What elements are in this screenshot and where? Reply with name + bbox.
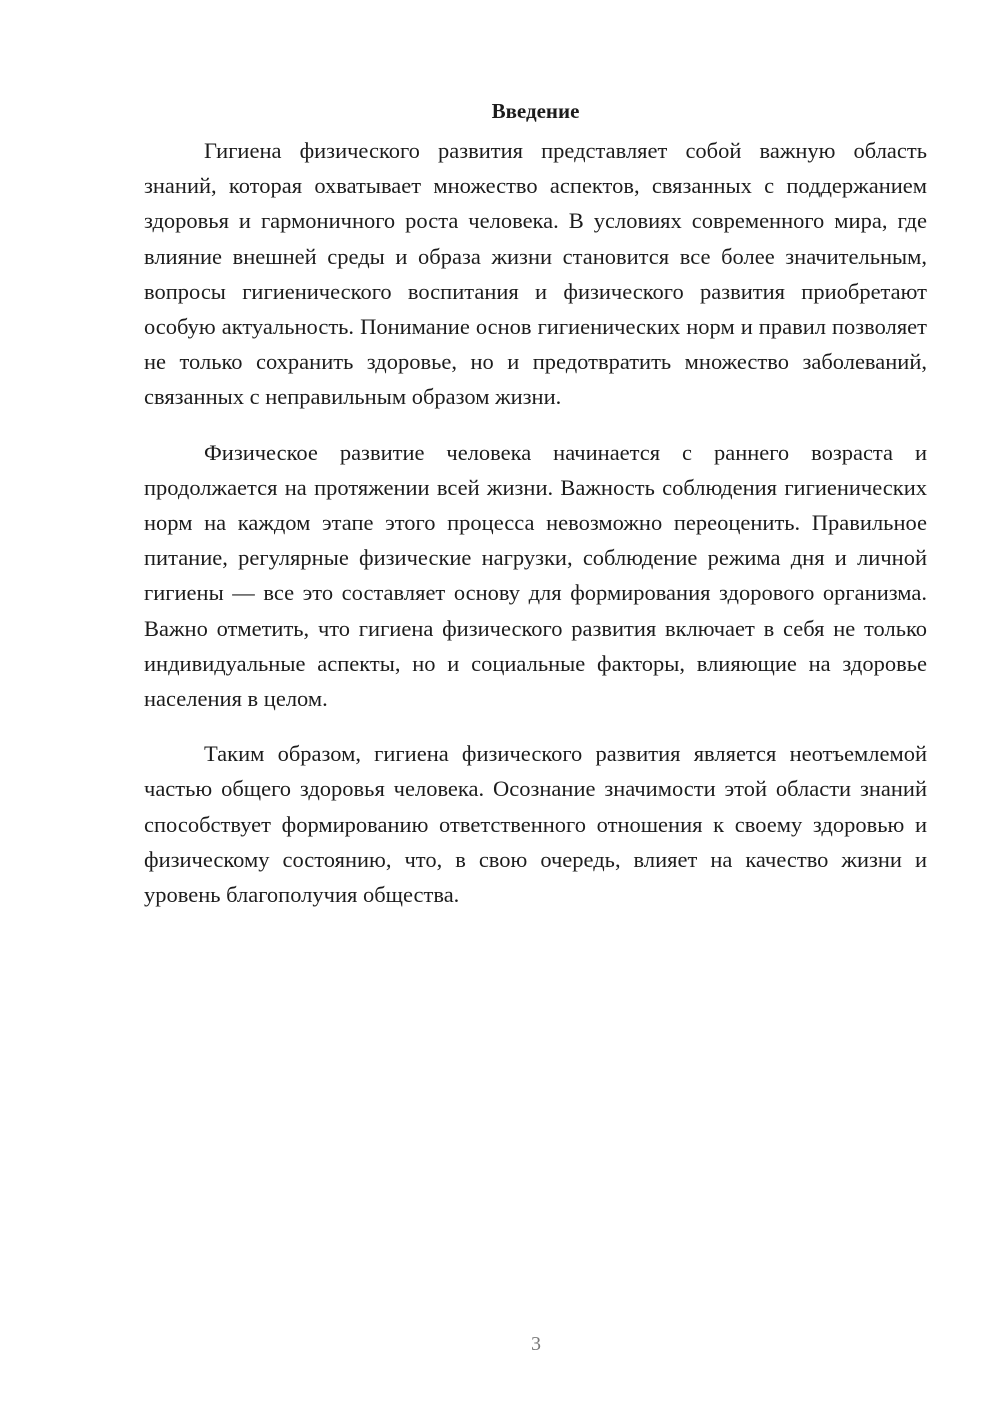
section-title: Введение <box>491 99 580 123</box>
paragraph-2: Физическое развитие человека начинается с раннего возраста и продолжается на протяжении всей жизни. Важность соблюдения гигиенических норм на каждом этапе этого процесса невозможно переоценить. Правильное питание, регулярные физические нагрузки, соблюдение режима дня и личной гигиены — все это составляет основу для формирования здорового организма. Важно отметить, что гигиена физического развития включает в себя не только индивидуальные аспекты, но и социальные факторы, влияющие на здоровье населения в целом. <box>144 439 927 712</box>
paragraph-3: Таким образом, гигиена физического развития является неотъемлемой частью общего здоровья человека. Осознание значимости этой области знаний способствует формированию ответственного отношения к своему здоровью и физическому состоянию, что, в свою очередь, влияет на качество жизни и уровень благополучия общества. <box>144 741 927 908</box>
paragraph-1: Гигиена физического развития представляет собой важную область знаний, которая охватывает множество аспектов, связанных с поддержанием здоровья и гармоничного роста человека. В условиях современного мира, где влияние внешней среды и образа жизни становится все более значительным, вопросы гигиенического воспитания и физического развития приобретают особую актуальность. Понимание основ гигиенических норм и правил позволяет не только сохранить здоровье, но и предотвратить множество заболеваний, связанных с неправильным образом жизни. <box>144 138 927 410</box>
page-number: 3 <box>531 1333 541 1355</box>
page-content <box>144 94 927 932</box>
